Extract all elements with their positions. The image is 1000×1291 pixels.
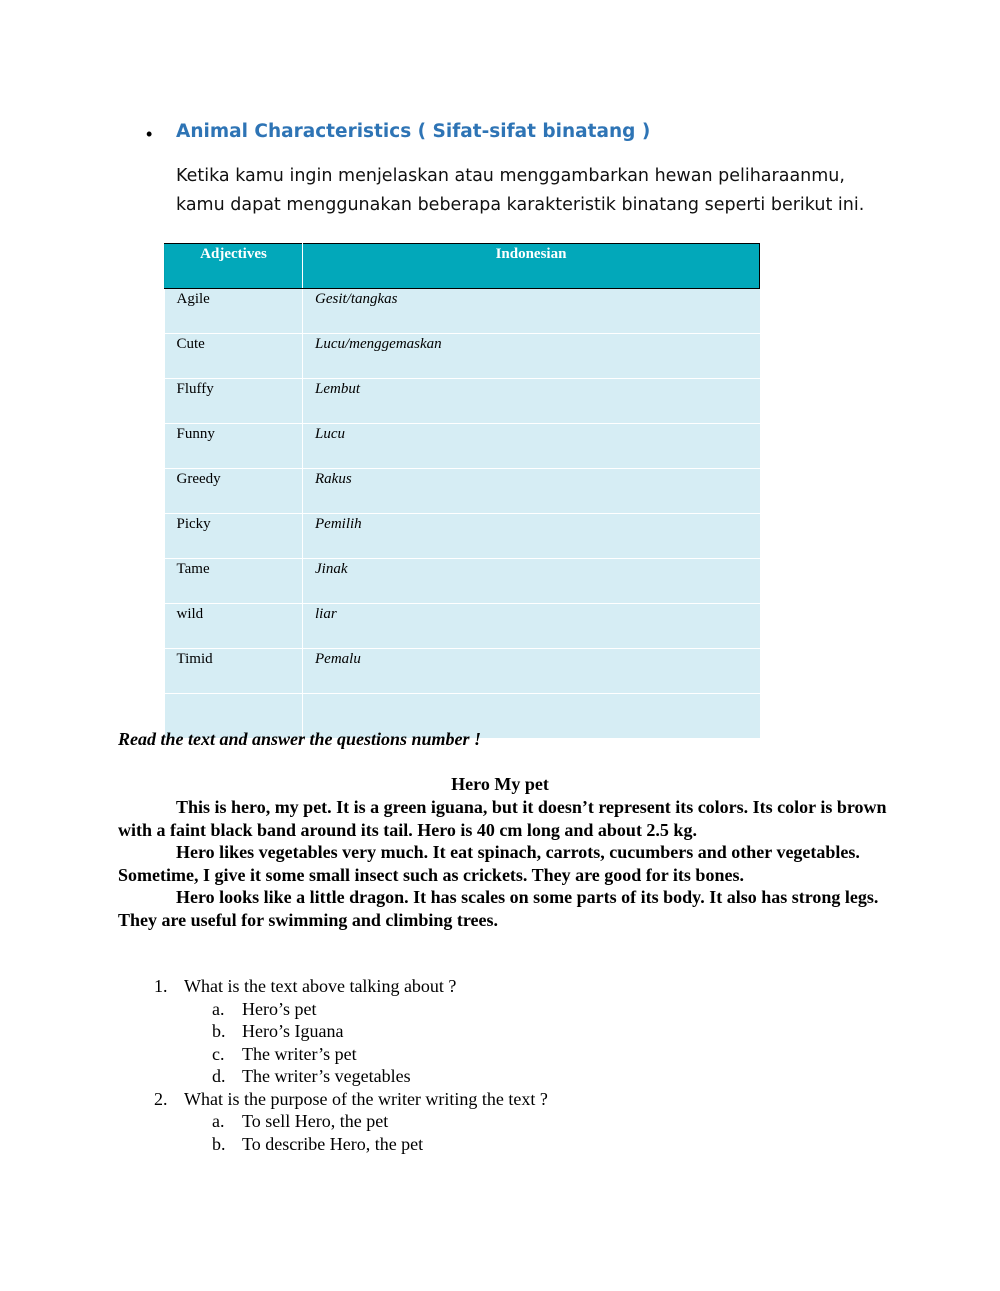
table-row xyxy=(165,559,760,604)
story-title: Hero My pet xyxy=(451,774,549,794)
answer-option[interactable] xyxy=(184,1110,548,1133)
adjective-cell: Timid xyxy=(165,649,303,694)
adjective-cell: Agile xyxy=(165,289,303,334)
table-row xyxy=(165,469,760,514)
adjective-cell: wild xyxy=(165,604,303,649)
option-letter: b. xyxy=(212,1133,226,1154)
indonesian-cell: Rakus xyxy=(303,469,760,514)
option-letter: a. xyxy=(212,998,225,1019)
option-text: To sell Hero, the pet xyxy=(242,1111,389,1131)
story-text xyxy=(118,796,888,931)
option-text: To describe Hero, the pet xyxy=(242,1133,424,1154)
adjective-cell: Cute xyxy=(165,334,303,379)
adjective-cell: Tame xyxy=(165,559,303,604)
indonesian-cell: liar xyxy=(303,604,760,649)
question-text: What is the purpose of the writer writing the text ? xyxy=(184,1088,548,1109)
option-text: Hero’s pet xyxy=(242,998,317,1019)
table-row xyxy=(165,424,760,469)
table-row xyxy=(165,379,760,424)
story-paragraph: This is hero, my pet. It is a green iguana, but it doesn’t represent its colors. Its color is brown with a faint black band around its tail. Hero is 40 cm long and about 2.5 kg. xyxy=(118,797,887,840)
table-row xyxy=(165,649,760,694)
option-text: The writer’s vegetables xyxy=(242,1066,411,1086)
table-row xyxy=(165,334,760,379)
option-letter: c. xyxy=(212,1043,225,1064)
question-number: 1. xyxy=(154,976,168,996)
question-item xyxy=(150,1088,548,1156)
question-text: What is the text above talking about ? xyxy=(184,976,457,996)
option-text: The writer’s pet xyxy=(242,1043,357,1064)
header-indonesian: Indonesian xyxy=(303,244,760,289)
adjective-cell: Funny xyxy=(165,424,303,469)
option-letter: b. xyxy=(212,1021,226,1041)
answer-option[interactable] xyxy=(184,1043,548,1066)
intro-line: Ketika kamu ingin menjelaskan atau menggambarkan hewan peliharaanmu, xyxy=(176,166,845,186)
table-row xyxy=(165,514,760,559)
story-paragraph: Hero looks like a little dragon. It has scales on some parts of its body. It also has strong legs. They are useful for swimming and climbing trees. xyxy=(118,887,879,930)
adjective-cell: Greedy xyxy=(165,469,303,514)
bullet-marker: • xyxy=(146,124,153,144)
header-adjectives: Adjectives xyxy=(165,244,303,289)
indonesian-cell: Jinak xyxy=(303,559,760,604)
table-row xyxy=(165,289,760,334)
table-header-row xyxy=(165,244,760,289)
option-letter: d. xyxy=(212,1066,226,1086)
question-number: 2. xyxy=(154,1088,168,1109)
indonesian-cell: Lembut xyxy=(303,379,760,424)
answer-options xyxy=(184,998,548,1088)
answer-option[interactable] xyxy=(184,1020,548,1043)
intro-text xyxy=(176,162,876,220)
question-item xyxy=(150,975,548,1088)
indonesian-cell: Lucu xyxy=(303,424,760,469)
table-row xyxy=(165,604,760,649)
adjective-cell: Fluffy xyxy=(165,379,303,424)
indonesian-cell: Gesit/tangkas xyxy=(303,289,760,334)
adjectives-table xyxy=(164,243,760,739)
story-paragraph: Hero likes vegetables very much. It eat spinach, carrots, cucumbers and other vegetables. Sometime, I give it some small insect such as crickets. They are good for its bones. xyxy=(118,842,860,885)
indonesian-cell: Pemalu xyxy=(303,649,760,694)
option-text: Hero’s Iguana xyxy=(242,1021,344,1041)
reading-instruction: Read the text and answer the questions number ! xyxy=(118,729,482,749)
intro-line: kamu dapat menggunakan beberapa karakteristik binatang seperti berikut ini. xyxy=(176,195,865,215)
indonesian-cell: Lucu/menggemaskan xyxy=(303,334,760,379)
section-title: Animal Characteristics ( Sifat-sifat binatang ) xyxy=(176,121,651,142)
question-list xyxy=(150,975,548,1155)
adjective-cell: Picky xyxy=(165,514,303,559)
answer-option[interactable] xyxy=(184,1065,548,1088)
answer-option[interactable] xyxy=(184,1133,548,1156)
indonesian-cell: Pemilih xyxy=(303,514,760,559)
answer-option[interactable] xyxy=(184,998,548,1021)
answer-options xyxy=(184,1110,548,1155)
option-letter: a. xyxy=(212,1111,225,1131)
